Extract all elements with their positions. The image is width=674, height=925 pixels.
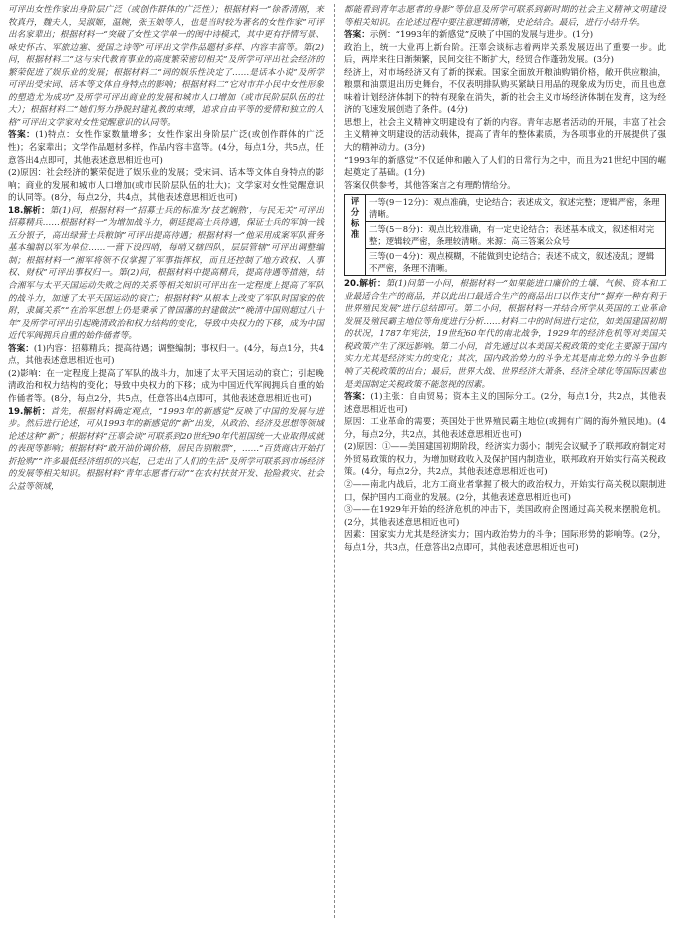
q20-analysis	[344, 278, 666, 391]
q20-answer-1b: 原因：工业革命的需要；英国处于世界殖民霸主地位(或拥有广阔的海外殖民地)。(4分，每点2分，共2点，其他表述意思相近也可)	[344, 417, 666, 440]
q17-answer-1	[8, 129, 324, 167]
left-column	[8, 4, 324, 493]
analysis-text: 第(1)问，根据材料一“招募士兵的标准为‘技艺娴熟’，与民无关”可评出招募精兵……根据材料一“为增加战斗力，朝廷提高士兵待遇，保证士兵的军饷一钱五分银子，高出绿营士兵粮饷”可评出提高待遇；根据材料一“他采用成案军队营务基本编制以军为单位……一营下设四哨，每哨又辖四队，层层管辖”可评出调整编制；根据材料一“湘军将领不仅掌握了军事指挥权，而且还控制了地方政权、人事权、财权”可评出事权归一。第(2)问，根据材料中提高精兵，提高待遇等措施，结合湘军与太平天国运动失败之间的关系等相关知识可评出在一定程度上提高了军队的战斗力，加速了太平天国运动的衰亡；根据材料“从根本上改变了军队时国家的依附，隶属关系”“在治军思想上仍是秉承了曾国藩的封建做法”“晚清中国则超过八十年”及所学可评出引起晚清政治和权力结构的变化，导致中央权力的下移，成为中国近代军阀拥兵自重的始作俑者等。	[8, 205, 324, 342]
rubric-level-1: 一等(9－12分)：观点准确，史论结合；表述成文，叙述完整；逻辑严密，条理清晰。	[366, 195, 666, 222]
rubric-row-2	[345, 222, 666, 249]
analysis-text: 首先，根据材料确定观点，“1993年的新感觉”反映了中国的发展与进步。然后进行论述，可从1993年的新感觉的“新”出发，从政治、经济及思想等领域论述这种“新”；根据材料“汪辜会谈”可联系到20世纪90年代祖国统一大业取得成就的表现等影响；根据材料“敢开油价调价格，居民告别粮票”，……“百货商店开始打折抢购”“许多最低经济组织的兴起，已走出了人们的生活”及所学可联系到市场经济的发展等相关知识。根据材料“青年志愿者行动”“在农村扶贫开发、抢险救灾、社会公益等领域，	[8, 406, 324, 492]
answer-text: (1)主张：自由贸易；资本主义的国际分工。(2分，每点1分，共2点，其他表述意思相近也可)	[344, 392, 666, 415]
rubric-row-3	[345, 249, 666, 276]
question-number: 18.	[8, 205, 24, 216]
q18-answer-2: (2)影响：在一定程度上提高了军队的战斗力，加速了太平天国运动的衰亡；引起晚清政治和权力结构的变化；导致中央权力的下移；成为中国近代军阀拥兵自重的始作俑者等。(8分，每点2分，共5点，任意答出4点即可，其他表述意思相近也可)	[8, 368, 324, 404]
question-number: 19.	[8, 406, 24, 417]
answer-label: 答案：	[8, 130, 36, 141]
q20-answer-2c: ③——在1929年开始的经济危机的冲击下，美国政府企图通过高关税来摆脱危机。(2分，其他表述意思相近也可)	[344, 505, 666, 528]
q17-answer-2: (2)原因：社会经济的繁荣促进了娱乐业的发展；受宋词、话本等文体自身特点的影响；商业的发展和城市人口增加(或市民阶层队伍的壮大)；文学家对女性觉醒意识的认同等。(8分，每点2分，共4点，其他表述意思相近也可)	[8, 168, 324, 204]
q19-answer-economy: 经济上，对市场经济又有了新的探索。国家全面放开粮油购销价格，敞开供应粮油，粮票和油票退出历史舞台，不仅表明排队购买紧缺日用品的现象成为历史，而且也意味着计划经济体制下的特有现象在消失，新的社会主义市场经济体制在发育，这为经济的飞速发展创造了条件。(4分)	[344, 67, 666, 116]
analysis-text: 第(1)问第一小问，根据材料一“如果能进口廉价的土壤、气候、资本和工业最适合生产的商品，并以此出口最适合生产的商品出口以作支付”“摒弃一种有利于世界殖民发展”进行总结即可。第二小问，根据材料一并结合所学从英国的工业革命发展及殖民霸主地位等角度进行分析……材料二中的时间进行定位，如美国建国初期的状况，1787年宪法，19世纪60年代的南北战争，1929年的经济危机等对美国关税政策产生了深远影响。第二小问，首先通过以本美国关税政策的变化主要源于国内实力尤其是经济实力的变化；其次，国内政治势力的斗争尤其是南北势力的斗争也影响了关税政策的出台；最后，世界大战、世界经济大萧条、经济全球化等国际因素也是美国制定关税政策不能忽视的因素。	[344, 279, 666, 390]
q18-analysis	[8, 205, 324, 343]
q19-answer-thought: 思想上，社会主义精神文明建设有了新的内容。青年志愿者活动的开展，丰富了社会主义精神文明建设的活动载体，提高了青年的整体素质，为各项事业的开展提供了强大的精神动力。(3分)	[344, 117, 666, 154]
answer-label: 答案：	[8, 343, 34, 354]
question-number: 20.	[344, 279, 360, 290]
rubric-level-3: 三等(0－4分)：观点模糊，不能做到史论结合；表述不成文，叙述凌乱；逻辑不严密，条理不清晰。	[366, 249, 666, 276]
q20-answer-3: 因素：国家实力尤其是经济实力；国内政治势力的斗争；国际形势的影响等。(2分，每点1分，共3点，任意答出2点即可，其他表述意思相近也可)	[344, 530, 666, 553]
q19-answer-note: 答案仅供参考，其他答案言之有理酌情给分。	[344, 180, 516, 191]
rubric-row-1	[345, 195, 666, 222]
q19-answer-politics: 政治上，统一大业再上新台阶。汪辜会谈标志着两岸关系发展迈出了重要一步。此后，两岸来往日渐频繁，民间交往不断扩大，经贸合作蓬勃发展。(3分)	[344, 42, 666, 66]
analysis-label: 解析：	[359, 279, 386, 290]
rubric-label: 评分标准	[345, 195, 366, 276]
answer-label: 答案：	[344, 392, 371, 403]
analysis-label: 解析：	[23, 205, 50, 216]
q19-analysis-continued: 都能看到青年志愿者的身影”等信息及所学可联系到新时期的社会主义精神文明建设等相关知识。在论述过程中要注意逻辑清晰，史论结合。最后，进行小结升华。	[344, 5, 666, 28]
answer-label: 答案：	[344, 30, 370, 41]
q19-answer-intro	[344, 29, 666, 42]
answer-text: 示例：“1993年的新感觉”反映了中国的发展与进步。(1分)	[369, 30, 594, 41]
q20-answer-2b: ②——南北内战后，北方工商业者掌握了极大的政治权力，开始实行高关税以限制进口，保护国内工商业的发展。(2分，其他表述意思相近也可)	[344, 479, 666, 503]
answer-text: (1)内容：招募精兵；提高待遇；调整编制；事权归一。(4分，每点1分，共4点，其他表述意思相近也可)	[8, 343, 324, 367]
q19-analysis	[8, 406, 324, 494]
q18-answer-1	[8, 343, 324, 368]
right-column	[344, 4, 666, 554]
q20-answer-2a: (2)原因：①——美国建国初期阶段，经济实力弱小；制宪会议赋予了联邦政府制定对外贸易政策的权力，为增加财政收入及保护国内制造业，联邦政府开始实行高关税政策。(4分，每点2分，共2点，其他表述意思相近也可)	[344, 442, 666, 478]
rubric-level-2: 二等(5－8分)：观点比较准确，有一定史论结合；表述基本成文，叙述相对完整；逻辑较严密，条理较清晰。来源：高三答案公众号	[366, 222, 666, 249]
q17-analysis-continued: 可评出女性作家出身阶层广泛（或创作群体的广泛性）；根据材料一“徐香清刚，来牧真丹，魏夫人，吴淑姬，温婉，张玉娘等人，也是当时较为著名的女性作家”可评出名家辈出；根据材料一“突破了女性文学单一的闺中诗模式，其中更有抒情写景、咏史怀古、军旅边塞、爱国之诗等”可评出文学作品题材多样、内容丰富等。第(2)问，根据材料二“这与宋代教育事业的高度繁荣密切相关”及所学可评出社会经济的繁荣促进了娱乐业的发展；根据材料二“词的娱乐性决定了……是话本小说”及所学可评出受宋词、话本等文体自身特点的影响；根据材料二“它对市井小民中女性形象的塑造尤为成功”及所学可评出商业的发展和城市人口增加（或市民阶层队伍的壮大）；根据材料二“她们努力挣脱封建礼教的束缚，追求自由平等的爱情和独立的人格”可评出文学家对女性觉醒意识的认同等。	[8, 5, 324, 128]
answer-text: (1)特点：女性作家数量增多；女性作家出身阶层广泛(或创作群体的广泛性)；名家辈出；文学作品题材多样，作品内容丰富等。(4分，每点1分，共5点，任意答出4点即可，其他表述意思相近也可)	[8, 130, 324, 166]
analysis-label: 解析：	[23, 406, 51, 417]
scoring-rubric-table	[344, 194, 666, 276]
column-divider	[334, 4, 335, 918]
q19-answer-conclusion: “1993年的新感觉”不仅延伸和融入了人们的日常行为之中，而且为21世纪中国的崛起奠定了基础。(1分)	[344, 155, 666, 179]
q20-answer-1a	[344, 391, 666, 416]
